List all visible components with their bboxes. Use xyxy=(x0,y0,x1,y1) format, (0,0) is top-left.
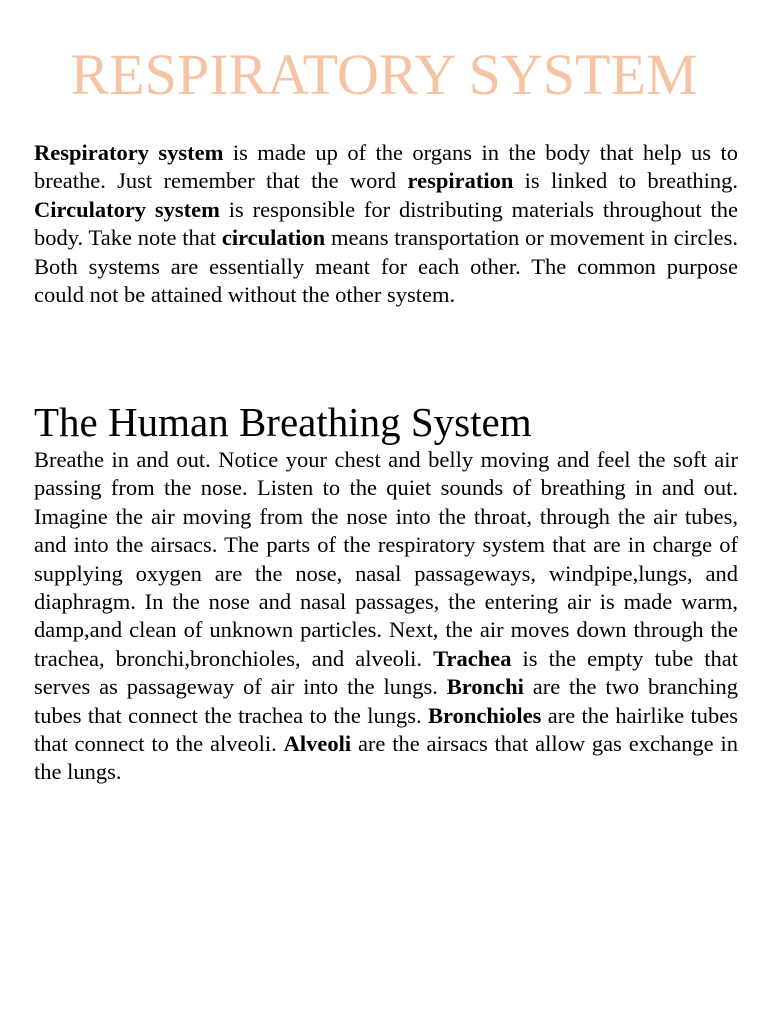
text-run: are the two branching tubes that connect the trachea to the lungs. xyxy=(34,674,738,728)
bold-term: Bronchi xyxy=(446,674,524,700)
text-run: is made up of the organs in the body that help us to breathe. Just remember that the word xyxy=(34,140,738,194)
section-heading: The Human Breathing System xyxy=(34,399,532,445)
intro-paragraph xyxy=(34,139,738,309)
bold-term: Alveoli xyxy=(283,731,352,757)
bold-term: circulation xyxy=(221,225,326,251)
bold-term: Trachea xyxy=(433,645,512,671)
bold-term: Bronchioles xyxy=(427,702,542,728)
text-run: Breathe in and out. Notice your chest and belly moving and feel the soft air passing from the nose. Listen to the quiet sounds of breathing in and out. Imagine the air moving from the nose into the throat, through the air tubes, and into the airsacs. The parts of the respiratory system that are in charge of supplying oxygen are the nose, nasal passageways, windpipe,lungs, and diaphragm. In the nose and nasal passages, the entering air is made warm, damp,and clean of unknown particles. Next, the air moves down through the trachea, bronchi,bronchioles, and alveoli. xyxy=(34,447,738,671)
bold-term: Respiratory system xyxy=(34,140,224,165)
text-run: are the airsacs that allow gas exchange in the lungs. xyxy=(34,731,738,785)
document-title: RESPIRATORY SYSTEM xyxy=(70,42,698,107)
text-run: is the empty tube that serves as passageway of air into the lungs. xyxy=(34,645,739,700)
text-run: means transportation or movement in circles. Both systems are essentially meant for each other. The common purpose could not be attained without the other system. xyxy=(34,225,738,308)
text-run: is linked to breathing. xyxy=(513,168,739,194)
bold-term: respiration xyxy=(407,168,514,194)
text-run: is responsible for distributing materials throughout the body. Take note that xyxy=(34,196,738,251)
bold-term: Circulatory system xyxy=(34,196,220,222)
text-run: are the hairlike tubes that connect to the alveoli. xyxy=(34,702,739,757)
section-paragraph xyxy=(34,446,738,787)
